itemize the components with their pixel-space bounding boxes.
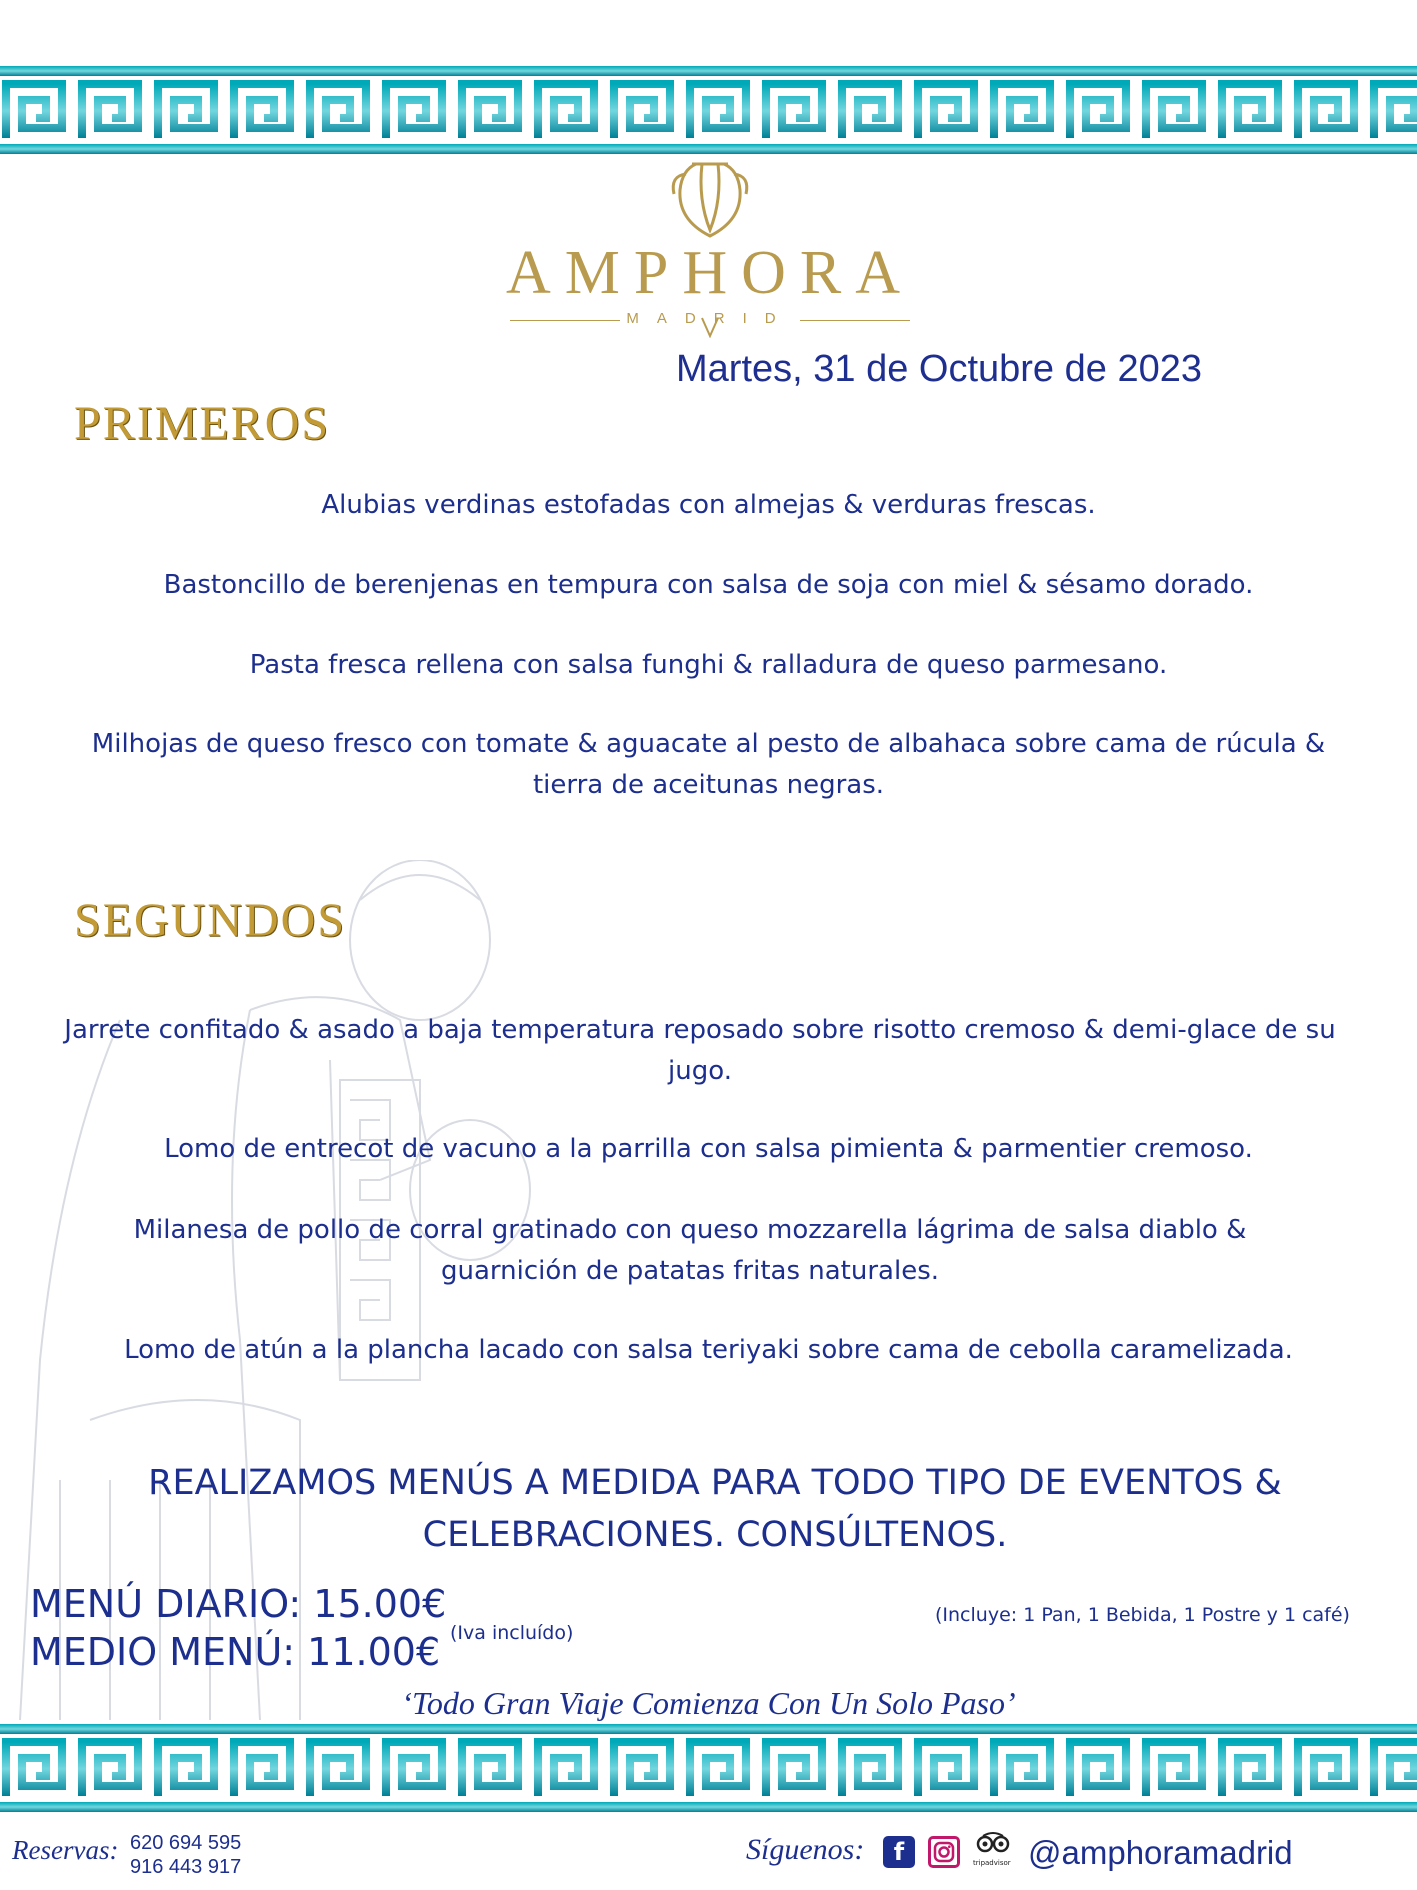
reservations-label: Reservas:: [12, 1835, 119, 1865]
follow-us-label: Síguenos:: [746, 1833, 865, 1866]
daily-menu-price: MENÚ DIARIO: 15.00€: [30, 1582, 447, 1626]
instagram-camera-icon: [933, 1841, 955, 1863]
events-promo: REALIZAMOS MENÚS A MEDIDA PARA TODO TIPO DE EVENTOS & CELEBRACIONES. CONSÚLTENOS.: [148, 1463, 1282, 1555]
dish-primero-1: Alubias verdinas estofadas con almejas & verduras frescas.: [321, 490, 1096, 520]
dish-primero-4: Milhojas de queso fresco con tomate & aguacate al pesto de albahaca sobre cama de rúcula & tierra de aceitunas negras.: [91, 729, 1326, 800]
phone-number-1[interactable]: 620 694 595: [130, 1832, 242, 1854]
facebook-icon[interactable]: [883, 1836, 915, 1868]
section-title-segundos: SEGUNDOS: [74, 894, 347, 947]
half-menu-price: MEDIO MENÚ: 11.00€: [30, 1630, 441, 1674]
phone-number-2[interactable]: 916 443 917: [130, 1856, 242, 1878]
amphora-logo: [500, 160, 920, 340]
vat-note: (Iva incluído): [450, 1622, 574, 1644]
motto-quote: ‘Todo Gran Viaje Comienza Con Un Solo Paso’: [401, 1685, 1016, 1721]
dish-segundo-2: Lomo de entrecot de vacuno a la parrilla con salsa pimienta & parmentier cremoso.: [164, 1134, 1253, 1164]
dish-segundo-4: Lomo de atún a la plancha lacado con salsa teriyaki sobre cama de cebolla caramelizada.: [124, 1335, 1293, 1365]
facebook-glyph: f: [893, 1838, 905, 1866]
menu-includes-note: (Incluye: 1 Pan, 1 Bebida, 1 Postre y 1 café): [935, 1604, 1350, 1626]
tripadvisor-label: tripadvisor: [973, 1859, 1011, 1867]
dish-primero-3: Pasta fresca rellena con salsa funghi & ralladura de queso parmesano.: [249, 650, 1168, 680]
greek-key-border-bottom: [0, 1718, 1417, 1818]
amphora-vase-icon: [662, 160, 758, 240]
dish-primero-2: Bastoncillo de berenjenas en tempura con salsa de soja con miel & sésamo dorado.: [163, 570, 1254, 600]
menu-date: Martes, 31 de Octubre de 2023: [676, 348, 1202, 390]
logo-wordmark: AMPHORA: [505, 239, 915, 307]
instagram-icon[interactable]: [928, 1836, 960, 1868]
social-handle[interactable]: @amphoramadrid: [1028, 1834, 1293, 1871]
dish-segundo-3: Milanesa de pollo de corral gratinado con queso mozzarella lágrima de salsa diablo & guarnición de patatas fritas naturales.: [133, 1215, 1247, 1286]
logo-chevron-icon: [700, 316, 720, 338]
dish-segundo-1: Jarrete confitado & asado a baja temperatura reposado sobre risotto cremoso & demi-glace de su jugo.: [64, 1015, 1336, 1086]
logo-rule-right: [800, 320, 910, 321]
logo-city: MADRID: [626, 310, 794, 327]
greek-key-border-top: [0, 60, 1417, 160]
section-title-primeros: PRIMEROS: [74, 397, 331, 450]
tripadvisor-icon[interactable]: [975, 1830, 1011, 1870]
